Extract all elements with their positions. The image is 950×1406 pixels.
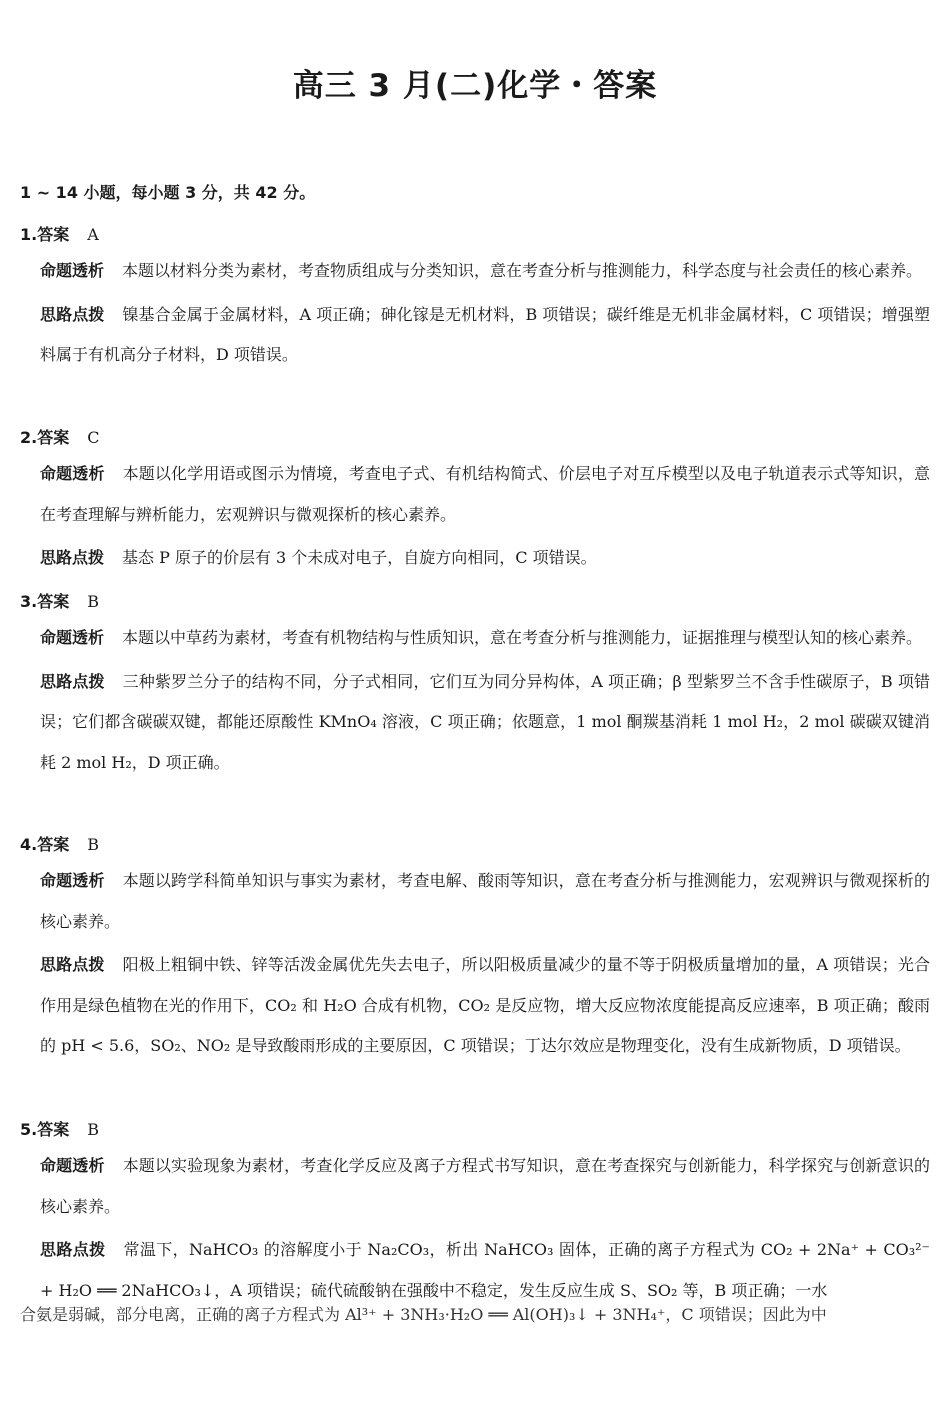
approach-text: 三种紫罗兰分子的结构不同，分子式相同，它们互为同分异构体，A 项正确；β 型紫罗兰不含手性碳原子，B 项错误；它们都含碳碳双键，都能还原酸性 KMnO₄ 溶液，C 项正确；依题意，1 mol 酮羰基消耗 1 mol H₂，2 mol 碳碳双键消耗 2 mol H₂，D 项正确。 [40, 671, 930, 772]
analysis-paragraph [40, 861, 930, 942]
analysis-paragraph [40, 618, 930, 659]
analysis-paragraph [40, 1146, 930, 1227]
analysis-text: 本题以材料分类为素材，考查物质组成与分类知识，意在考查分析与推测能力，科学态度与社会责任的核心素养。 [122, 261, 923, 280]
section-intro: 1 ~ 14 小题，每小题 3 分，共 42 分。 [20, 183, 316, 202]
answer-line [20, 1117, 930, 1143]
cutoff-line [20, 1305, 930, 1337]
analysis-paragraph [40, 251, 930, 292]
approach-text: 阳极上粗铜中铁、锌等活泼金属优先失去电子，所以阳极质量减少的量不等于阴极质量增加的量，A 项错误；光合作用是绿色植物在光的作用下，CO₂ 和 H₂O 合成有机物，CO₂ 是反应物，增大反应物浓度能提高反应速率，B 项正确；酸雨的 pH < 5.6，SO₂、NO₂ 是导致酸雨形成的主要原因，C 项错误；丁达尔效应是物理变化，没有生成新物质，D 项错误。 [40, 955, 930, 1055]
approach-paragraph [40, 1230, 930, 1311]
answer-line [20, 589, 930, 615]
approach-paragraph [40, 295, 930, 376]
analysis-paragraph [40, 454, 930, 535]
approach-paragraph [40, 538, 930, 579]
answer-value: B [87, 1120, 99, 1139]
analysis-label: 命题透析 [40, 871, 105, 890]
analysis-text: 本题以实验现象为素材，考查化学反应及离子方程式书写知识，意在考查探究与创新能力，科学探究与创新意识的核心素养。 [40, 1156, 930, 1216]
answer-value: C [87, 428, 100, 447]
answer-label: 答案 [37, 428, 70, 447]
analysis-label: 命题透析 [40, 261, 105, 280]
answer-line [20, 832, 930, 858]
question-number: 4. [20, 835, 38, 854]
analysis-text: 本题以跨学科简单知识与事实为素材，考查电解、酸雨等知识，意在考查分析与推测能力，宏观辨识与微观探析的核心素养。 [40, 871, 930, 931]
answer-label: 答案 [37, 835, 70, 854]
approach-paragraph [40, 945, 930, 1067]
approach-label: 思路点拨 [40, 671, 105, 691]
answer-line [20, 425, 930, 451]
approach-label: 思路点拨 [40, 548, 105, 567]
analysis-text: 本题以化学用语或图示为情境，考查电子式、有机结构简式、价层电子对互斥模型以及电子轨道表示式等知识，意在考查理解与辨析能力，宏观辨识与微观探析的核心素养。 [40, 464, 930, 524]
answer-value: B [87, 835, 99, 854]
question-number: 1. [20, 225, 38, 244]
answer-value: A [87, 225, 99, 244]
answer-value: B [87, 592, 99, 611]
answer-line [20, 222, 930, 248]
question-4 [20, 832, 930, 1067]
question-number: 5. [20, 1120, 38, 1139]
question-5 [20, 1117, 930, 1311]
approach-text: 常温下，NaHCO₃ 的溶解度小于 Na₂CO₃，析出 NaHCO₃ 固体，正确的离子方程式为 CO₂ + 2Na⁺ + CO₃²⁻ + H₂O ══ 2NaHCO₃↓，A 项错误；硫代硫酸钠在强酸中不稳定，发生反应生成 S、SO₂ 等，B 项正确；一水 [40, 1240, 930, 1300]
approach-label: 思路点拨 [40, 304, 105, 324]
analysis-label: 命题透析 [40, 628, 105, 647]
approach-text: 镍基合金属于金属材料，A 项正确；砷化镓是无机材料，B 项错误；碳纤维是无机非金属材料，C 项错误；增强塑料属于有机高分子材料，D 项错误。 [40, 304, 930, 364]
answer-label: 答案 [37, 592, 70, 611]
approach-paragraph [40, 662, 930, 784]
question-3 [20, 589, 930, 783]
cutoff-text: 合氨是弱碱，部分电离，正确的离子方程式为 Al³⁺ + 3NH₃·H₂O ══ Al(OH)₃↓ + 3NH₄⁺，C 项错误；因此为中 [20, 1305, 827, 1324]
page-title: 高三 3 月(二)化学・答案 [292, 68, 658, 104]
answer-label: 答案 [37, 1120, 70, 1139]
analysis-label: 命题透析 [40, 464, 105, 483]
question-number: 3. [20, 592, 38, 611]
question-1 [20, 222, 930, 376]
answer-label: 答案 [37, 225, 70, 244]
question-2 [20, 425, 930, 579]
question-number: 2. [20, 428, 38, 447]
analysis-label: 命题透析 [40, 1156, 105, 1175]
approach-text: 基态 P 原子的价层有 3 个未成对电子，自旋方向相同，C 项错误。 [122, 548, 597, 567]
analysis-text: 本题以中草药为素材，考查有机物结构与性质知识，意在考查分析与推测能力，证据推理与模型认知的核心素养。 [122, 628, 923, 647]
approach-label: 思路点拨 [40, 955, 105, 974]
approach-label: 思路点拨 [40, 1240, 106, 1259]
